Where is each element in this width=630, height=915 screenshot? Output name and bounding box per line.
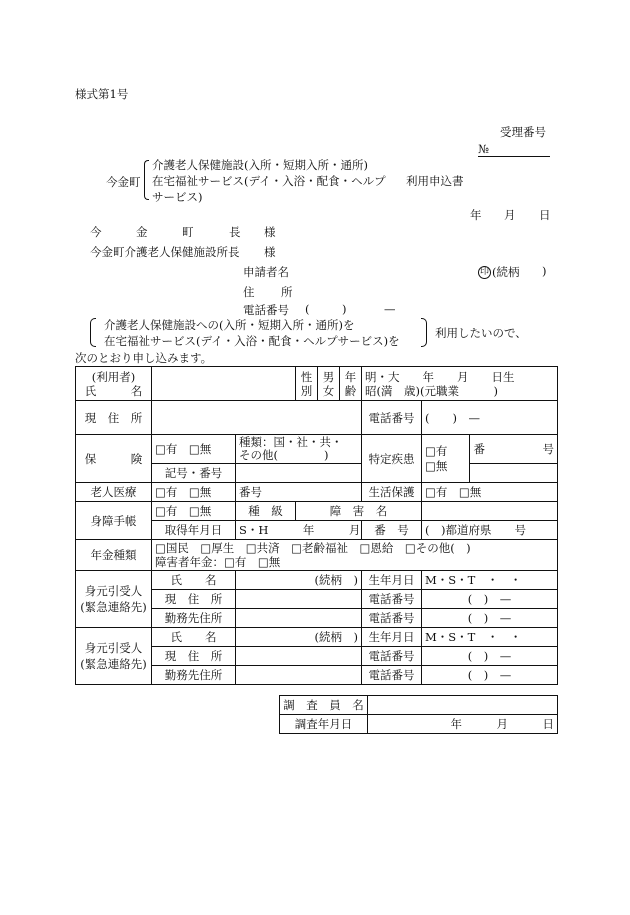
title-line1: 介護老人保健施設(入所・短期入所・通所): [152, 158, 368, 172]
applicant-phone-close: ): [342, 302, 347, 316]
guarantor2-birth-label: 生年月日: [362, 628, 422, 647]
purpose-bracket-left: [90, 318, 96, 347]
purpose-suffix: 利用したいので、: [435, 326, 527, 340]
welfare-label: 生活保護: [362, 483, 422, 502]
phone-field[interactable]: ( ) —: [422, 401, 558, 435]
addressee-director: 今金町介護老人保健施設所長: [90, 245, 240, 259]
guarantor2-address-field[interactable]: [236, 647, 362, 666]
guarantor2-address-label: 現 住 所: [152, 647, 236, 666]
pension-options[interactable]: □国民 □厚生 □共済 □老齢福祉 □恩給 □その他( ) 障害者年金：□有 □無: [152, 540, 558, 571]
pension-label: 年金種類: [76, 540, 152, 571]
disability-label: 身障手帳: [76, 502, 152, 540]
addressee-director-sama: 様: [264, 245, 276, 259]
applicant-phone-label: 電話番号: [243, 303, 289, 317]
purpose-bracket-right: [421, 318, 427, 347]
insurance-yes-no[interactable]: □有 □無: [152, 435, 236, 464]
applicant-phone-open: (: [305, 302, 310, 316]
insurance-type[interactable]: 種類：国・社・共・ その他( ): [236, 435, 362, 464]
guarantor1-name-label: 氏 名: [152, 571, 236, 590]
disability-number-label: 番 号: [362, 521, 422, 540]
guarantor2-work-phone-field[interactable]: ( ) —: [422, 666, 558, 685]
guarantor2-phone-field[interactable]: ( ) —: [422, 647, 558, 666]
purpose-line2: 在宅福祉サービス(デイ・入浴・配食・ヘルプサービス)を: [104, 334, 400, 348]
guarantor2-work-label: 勤務先住所: [152, 666, 236, 685]
user-name-label: (利用者) 氏 名: [76, 367, 152, 401]
date-month: 月: [504, 208, 516, 222]
no-label: №: [478, 142, 489, 156]
seal-mark: 印: [479, 267, 489, 277]
survey-date-field[interactable]: 年 月 日: [368, 715, 558, 734]
applicant-relation-close: ): [542, 264, 547, 278]
user-name-field[interactable]: [152, 367, 296, 401]
title-brace: [144, 160, 149, 200]
address-field[interactable]: [152, 401, 362, 435]
title-line2: 在宅福祉サービス(デイ・入浴・配食・ヘルプ: [152, 174, 386, 188]
insurance-code-label: 記号・番号: [152, 464, 236, 483]
form-number: 様式第1号: [75, 87, 129, 101]
guarantor2-work-field[interactable]: [236, 666, 362, 685]
reception-number-field[interactable]: [478, 142, 550, 157]
elderly-number[interactable]: 番号: [236, 483, 362, 502]
guarantor1-address-label: 現 住 所: [152, 590, 236, 609]
guarantor1-work-phone-field[interactable]: ( ) —: [422, 609, 558, 628]
disability-name-field[interactable]: [422, 502, 558, 521]
grade-label: 種 級: [236, 502, 296, 521]
date-year: 年: [470, 208, 482, 222]
guarantor1-work-phone-label: 電話番号: [362, 609, 422, 628]
elderly-yes-no[interactable]: □有 □無: [152, 483, 236, 502]
investigator-label: 調 査 員 名: [280, 696, 368, 715]
guarantor2-work-phone-label: 電話番号: [362, 666, 422, 685]
guarantor1-birth-field[interactable]: M・S・T ・ ・: [422, 571, 558, 590]
survey-date-label: 調査年月日: [280, 715, 368, 734]
purpose-follow: 次のとおり申し込みます。: [75, 351, 213, 365]
welfare-yes-no[interactable]: □有 □無: [422, 483, 558, 502]
guarantor1-birth-label: 生年月日: [362, 571, 422, 590]
acquisition-date-field[interactable]: S・H 年 月: [236, 521, 362, 540]
guarantor1-work-label: 勤務先住所: [152, 609, 236, 628]
disease-yes-no[interactable]: □有 □無: [422, 435, 470, 483]
guarantor2-name-label: 氏 名: [152, 628, 236, 647]
insurance-code-field[interactable]: [236, 464, 362, 483]
guarantor2-birth-field[interactable]: M・S・T ・ ・: [422, 628, 558, 647]
age-label: 年 齢: [340, 367, 362, 401]
date-day: 日: [539, 208, 551, 222]
title-line3: サービス): [152, 190, 203, 204]
disease-number-field[interactable]: [470, 464, 558, 483]
guarantor2-phone-label: 電話番号: [362, 647, 422, 666]
survey-table: [279, 695, 558, 734]
disability-yes-no[interactable]: □有 □無: [152, 502, 236, 521]
acquisition-date-label: 取得年月日: [152, 521, 236, 540]
elderly-medical-label: 老人医療: [76, 483, 152, 502]
birth-field[interactable]: 明・大 年 月 日生 昭(満 歳)(元職業 ): [362, 367, 558, 401]
insurance-label: 保 険: [76, 435, 152, 483]
guarantor2-relation[interactable]: (続柄 ): [236, 628, 362, 647]
guarantor2-label: 身元引受人 (緊急連絡先): [76, 628, 152, 685]
applicant-phone-dash: —: [384, 302, 396, 316]
phone-label: 電話番号: [362, 401, 422, 435]
disease-label: 特定疾患: [362, 435, 422, 483]
applicant-relation: (続柄: [492, 265, 520, 279]
guarantor1-phone-field[interactable]: ( ) —: [422, 590, 558, 609]
address-label: 現 住 所: [76, 401, 152, 435]
guarantor1-address-field[interactable]: [236, 590, 362, 609]
guarantor1-phone-label: 電話番号: [362, 590, 422, 609]
title-suffix: 利用申込書: [406, 174, 464, 188]
title-prefix: 今金町: [106, 175, 141, 189]
reception-label: 受理番号: [500, 125, 546, 139]
disease-number-label: 番 号: [470, 435, 558, 464]
applicant-address-label: 住 所: [243, 285, 293, 299]
disability-number-field[interactable]: ( )都道府県 号: [422, 521, 558, 540]
applicant-name-label: 申請者名: [243, 265, 289, 279]
guarantor1-work-field[interactable]: [236, 609, 362, 628]
guarantor1-label: 身元引受人 (緊急連絡先): [76, 571, 152, 628]
investigator-field[interactable]: [368, 696, 558, 715]
application-table: [75, 366, 558, 685]
sex-options[interactable]: 男 女: [318, 367, 340, 401]
disability-name-label: 障 害 名: [296, 502, 422, 521]
sex-label: 性 別: [296, 367, 318, 401]
guarantor1-relation[interactable]: (続柄 ): [236, 571, 362, 590]
purpose-line1: 介護老人保健施設への(入所・短期入所・通所)を: [104, 318, 355, 332]
